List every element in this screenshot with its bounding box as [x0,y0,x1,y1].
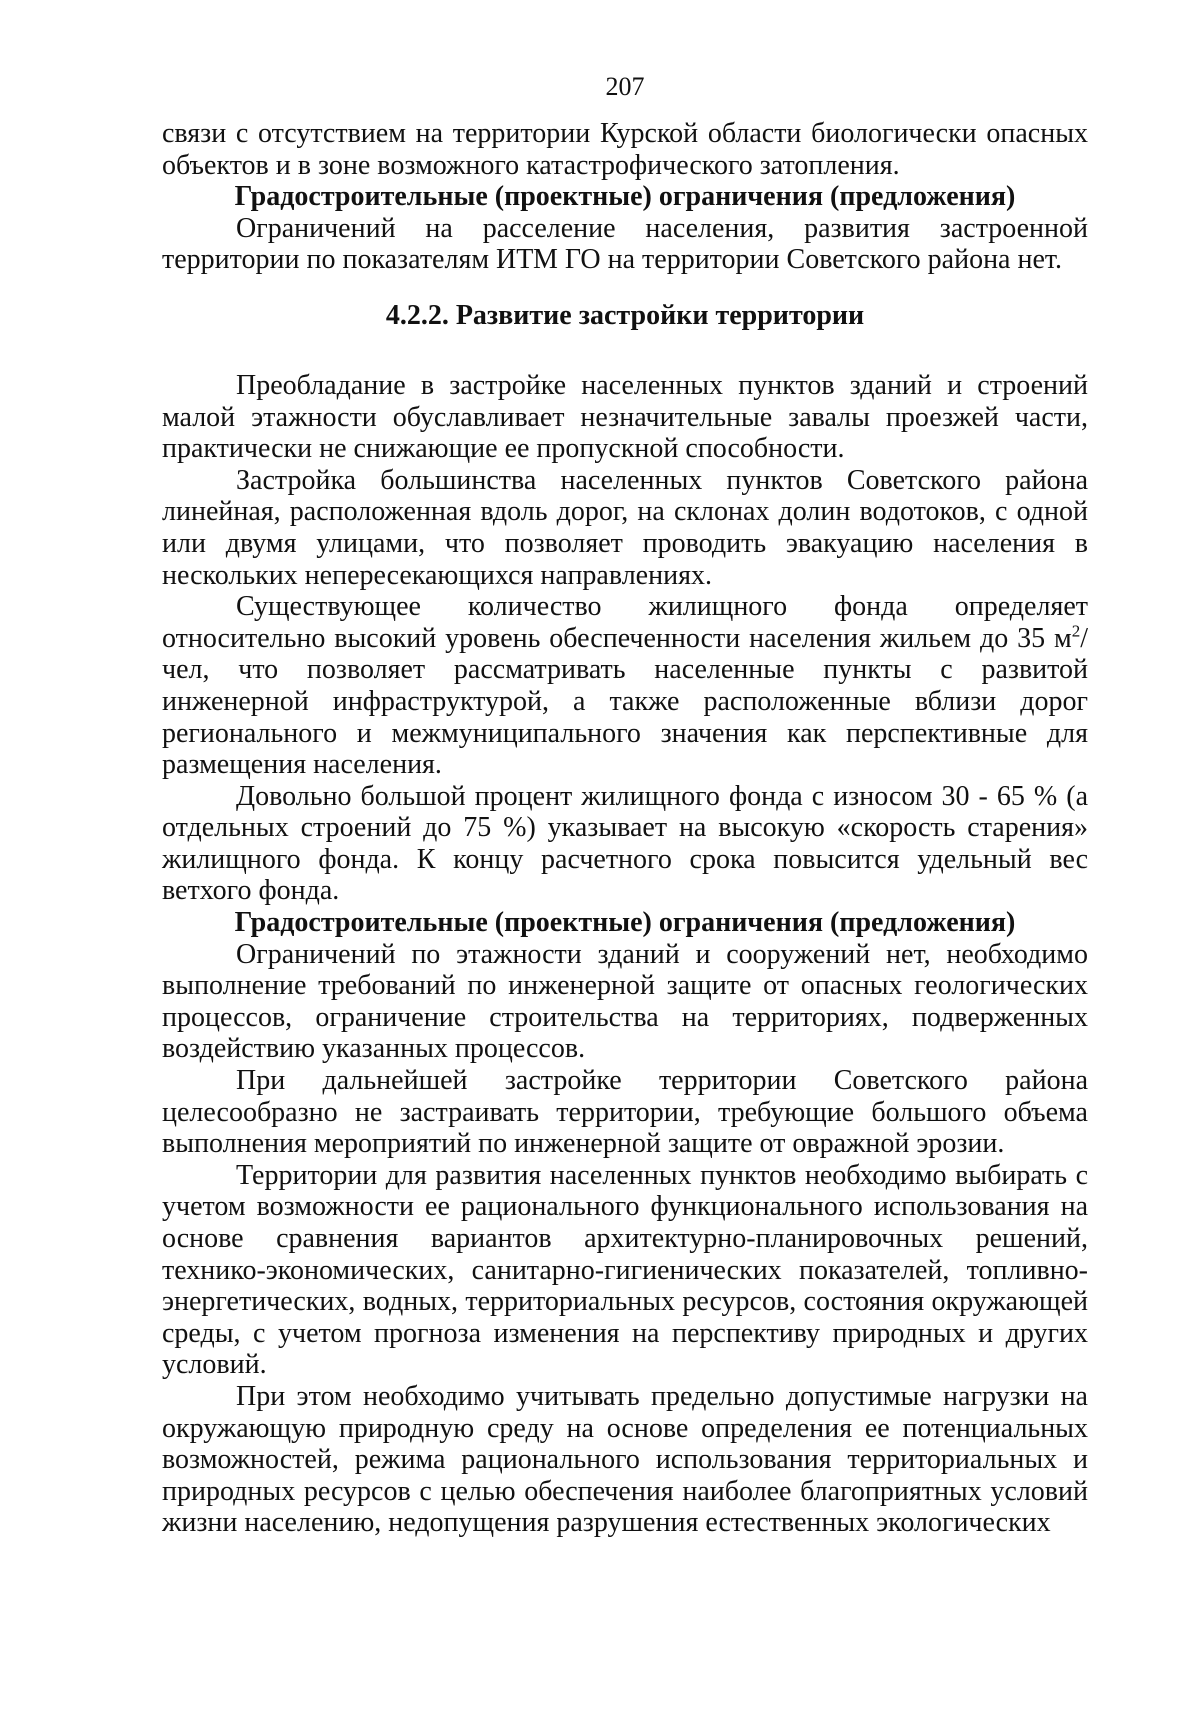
paragraph-no-restrictions-settlement: Ограничений на расселение населения, развития застроенной территории по показателям ИТМ ГО на территории Советского района нет. [162,212,1088,276]
section-heading: 4.2.2. Развитие застройки территории [385,299,865,331]
page-number: 207 [605,72,645,101]
paragraph-low-rise-buildings: Преобладание в застройке населенных пунктов зданий и строений малой этажности обуславливает незначительные завалы проезжей части, практически не снижающие ее пропускной способности. [162,369,1088,465]
paragraph-linear-layout: Застройка большинства населенных пунктов Советского района линейная, расположенная вдоль дорог, на склонах долин водотоков, с одной или двумя улицами, что позволяет проводить эвакуацию населения в нескольких непересекающихся направлениях. [162,464,1088,591]
subheading-restrictions-2: Градостроительные (проектные) ограничения (предложения) [234,907,1016,939]
paragraph-no-height-restrictions: Ограничений по этажности зданий и сооружений нет, необходимо выполнение требований по инженерной защите от опасных геологических процессов, ограничение строительства на территориях, подверженных воздействию указанных процессов. [162,938,1088,1065]
document-page [162,70,1088,1539]
paragraph-housing-wear: Довольно большой процент жилищного фонда с износом 30 - 65 % (а отдельных строений до 75 %) указывает на высокую «скорость старения» жилищного фонда. К концу расчетного срока повысится удельный вес ветхого фонда. [162,780,1088,907]
paragraph-further-development: При дальнейшей застройке территории Советского района целесообразно не застраивать территории, требующие большого объема выполнения мероприятий по инженерной защите от овражной эрозии. [162,1065,1088,1160]
superscript-2: 2 [1071,621,1081,641]
paragraph-continuation: связи с отсутствием на территории Курской области биологически опасных объектов и в зоне возможного катастрофического затопления. [162,118,1088,181]
housing-text-before: Существующее количество жилищного фонда определяет относительно высокий уровень обеспеченности населения жильем до 35 м [162,591,1088,654]
paragraph-territory-selection: Территории для развития населенных пунктов необходимо выбирать с учетом возможности ее рационального функционального использования на основе сравнения вариантов архитектурно-планировочных решений, технико-экономических, санитарно-гигиенических показателей, топливно-энергетических, водных, территориальных ресурсов, состояния окружающей среды, с учетом прогноза изменения на перспективу природных и других условий. [162,1159,1088,1381]
paragraph-housing-stock [162,591,1088,781]
subheading-restrictions-1: Градостроительные (проектные) ограничения (предложения) [234,181,1016,213]
housing-text-after: /чел, что позволяет рассматривать населенные пункты с развитой инженерной инфраструктурой, а также расположенные вблизи дорог регионального и межмуниципального значения как перспективные для размещения населения. [162,622,1088,781]
paragraph-environmental-loads: При этом необходимо учитывать предельно допустимые нагрузки на окружающую природную среду на основе определения ее потенциальных возможностей, режима рационального использования территориальных и природных ресурсов с целью обеспечения наиболее благоприятных условий жизни населению, недопущения разрушения естественных экологических [162,1380,1088,1539]
